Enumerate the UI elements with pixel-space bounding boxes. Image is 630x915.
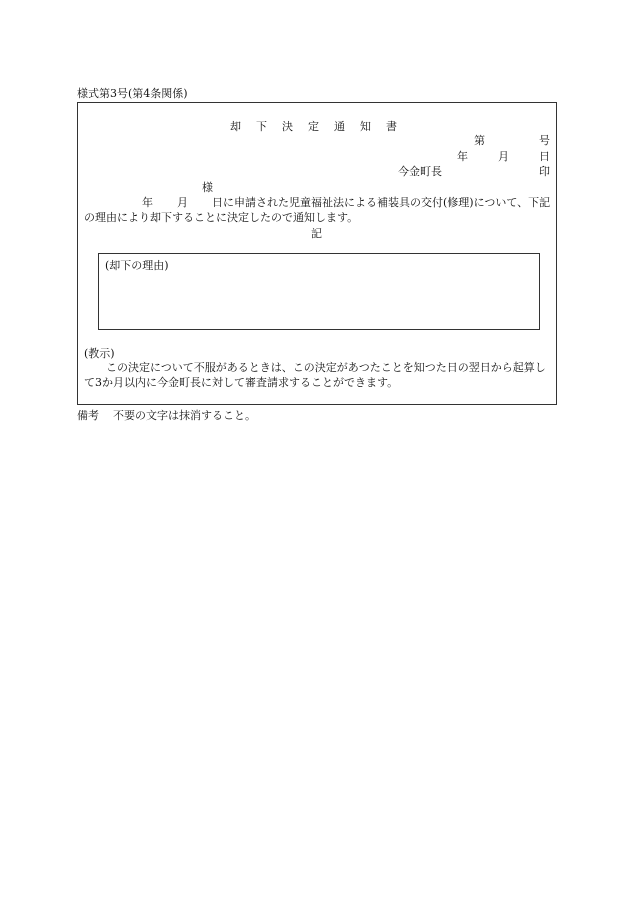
issuer-name: 今金町長 xyxy=(398,165,442,178)
date-month: 月 xyxy=(498,150,509,163)
addressee: 様 xyxy=(202,181,213,194)
body-text: 日に申請された児童福祉法による補装具の交付(修理)について、下記の理由により却下することに決定したので通知します。 xyxy=(84,196,551,224)
document-number xyxy=(474,132,550,148)
number-prefix: 第 xyxy=(474,134,485,147)
issuer xyxy=(398,163,550,179)
reason-label: (却下の理由) xyxy=(105,259,169,272)
title-char: 却 xyxy=(230,120,241,133)
title-char: 知 xyxy=(360,120,371,133)
title-char: 書 xyxy=(386,120,397,133)
seal-mark: 印 xyxy=(539,165,550,178)
document-title xyxy=(230,118,412,134)
remark-label: 備考 xyxy=(77,409,99,422)
number-suffix: 号 xyxy=(539,134,550,147)
body-year: 年 xyxy=(142,196,153,209)
instruction-heading: (教示) xyxy=(84,347,115,360)
title-char: 下 xyxy=(256,120,267,133)
date-day: 日 xyxy=(539,150,550,163)
body-month: 月 xyxy=(177,196,188,209)
title-char: 定 xyxy=(308,120,319,133)
title-char: 決 xyxy=(282,120,293,133)
reason-box xyxy=(98,253,540,330)
form-caption: 様式第3号(第4条関係) xyxy=(77,87,188,100)
issue-date xyxy=(427,148,550,164)
notice-frame xyxy=(77,102,557,405)
remark-text: 不要の文字は抹消すること。 xyxy=(113,409,256,422)
date-year: 年 xyxy=(457,150,468,163)
ki-heading: 記 xyxy=(311,227,322,240)
instruction-text: この決定について不服があるときは、この決定があつたことを知つた日の翌日から起算して3か月以内に今金町長に対して審査請求することができます。 xyxy=(84,361,546,389)
notice-body xyxy=(84,195,554,225)
remark xyxy=(77,407,256,423)
title-char: 通 xyxy=(334,120,345,133)
